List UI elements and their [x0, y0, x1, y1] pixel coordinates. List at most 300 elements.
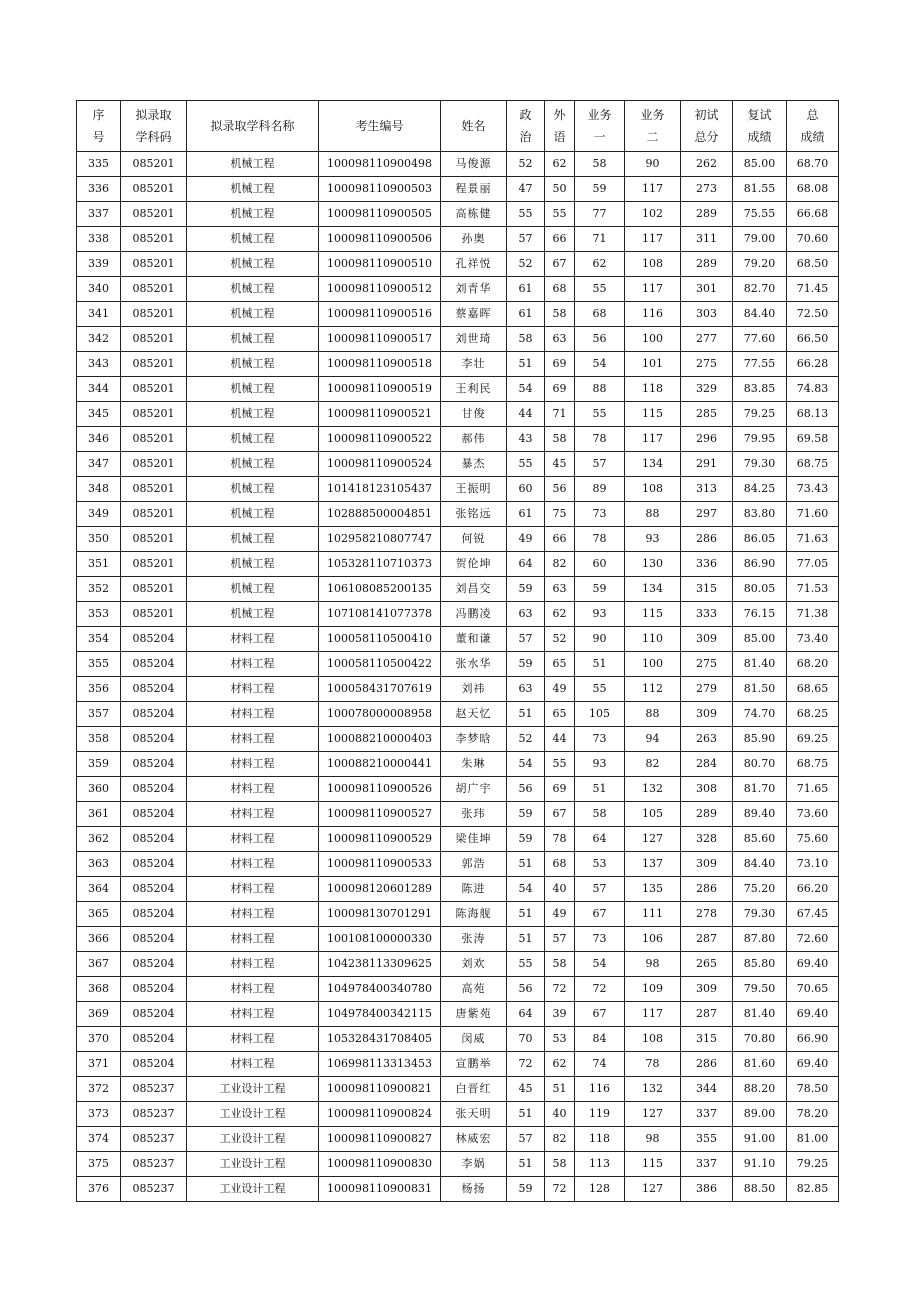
- cell-name: 张水华: [441, 652, 507, 677]
- cell-politics: 51: [507, 352, 545, 377]
- cell-subject-code: 085201: [121, 552, 187, 577]
- cell-candidate-id: 100098110900512: [319, 277, 441, 302]
- cell-subject-code: 085201: [121, 202, 187, 227]
- cell-politics: 54: [507, 877, 545, 902]
- cell-subject-two: 116: [625, 302, 681, 327]
- cell-subject-two: 135: [625, 877, 681, 902]
- cell-name: 高栋健: [441, 202, 507, 227]
- cell-initial-total: 287: [681, 927, 733, 952]
- cell-subject-name: 材料工程: [187, 727, 319, 752]
- cell-total-score: 78.20: [787, 1102, 839, 1127]
- cell-subject-code: 085204: [121, 852, 187, 877]
- cell-seq: 364: [77, 877, 121, 902]
- cell-initial-total: 329: [681, 377, 733, 402]
- cell-total-score: 71.63: [787, 527, 839, 552]
- cell-subject-one: 53: [575, 852, 625, 877]
- cell-retest-score: 86.90: [733, 552, 787, 577]
- cell-politics: 63: [507, 602, 545, 627]
- cell-initial-total: 315: [681, 577, 733, 602]
- cell-initial-total: 265: [681, 952, 733, 977]
- cell-seq: 369: [77, 1002, 121, 1027]
- cell-candidate-id: 106998113313453: [319, 1052, 441, 1077]
- cell-retest-score: 83.80: [733, 502, 787, 527]
- cell-foreign-language: 62: [545, 152, 575, 177]
- cell-initial-total: 263: [681, 727, 733, 752]
- cell-total-score: 68.25: [787, 702, 839, 727]
- cell-retest-score: 70.80: [733, 1027, 787, 1052]
- table-row: [77, 552, 839, 577]
- cell-subject-code: 085204: [121, 827, 187, 852]
- cell-retest-score: 75.20: [733, 877, 787, 902]
- cell-initial-total: 311: [681, 227, 733, 252]
- cell-subject-name: 材料工程: [187, 777, 319, 802]
- cell-subject-code: 085237: [121, 1152, 187, 1177]
- cell-subject-two: 105: [625, 802, 681, 827]
- header-total-score-line: 成绩: [800, 130, 825, 144]
- cell-retest-score: 88.50: [733, 1177, 787, 1202]
- cell-seq: 361: [77, 802, 121, 827]
- cell-retest-score: 77.60: [733, 327, 787, 352]
- cell-name: 刘世琦: [441, 327, 507, 352]
- cell-subject-code: 085204: [121, 777, 187, 802]
- cell-total-score: 72.50: [787, 302, 839, 327]
- cell-name: 何锐: [441, 527, 507, 552]
- cell-seq: 355: [77, 652, 121, 677]
- cell-foreign-language: 50: [545, 177, 575, 202]
- cell-subject-one: 90: [575, 627, 625, 652]
- table-row: [77, 827, 839, 852]
- cell-name: 陈进: [441, 877, 507, 902]
- cell-subject-name: 机械工程: [187, 227, 319, 252]
- cell-name: 郭浩: [441, 852, 507, 877]
- cell-candidate-id: 100098110900519: [319, 377, 441, 402]
- cell-name: 陈海舰: [441, 902, 507, 927]
- cell-subject-code: 085201: [121, 427, 187, 452]
- cell-subject-code: 085237: [121, 1077, 187, 1102]
- cell-politics: 51: [507, 1102, 545, 1127]
- table-row: [77, 577, 839, 602]
- cell-foreign-language: 58: [545, 1152, 575, 1177]
- cell-seq: 357: [77, 702, 121, 727]
- cell-retest-score: 79.95: [733, 427, 787, 452]
- cell-subject-two: 98: [625, 952, 681, 977]
- cell-total-score: 66.90: [787, 1027, 839, 1052]
- cell-total-score: 74.83: [787, 377, 839, 402]
- cell-subject-name: 材料工程: [187, 1052, 319, 1077]
- cell-politics: 64: [507, 552, 545, 577]
- cell-subject-code: 085201: [121, 227, 187, 252]
- cell-subject-name: 机械工程: [187, 577, 319, 602]
- cell-retest-score: 81.50: [733, 677, 787, 702]
- cell-politics: 61: [507, 277, 545, 302]
- cell-subject-two: 134: [625, 452, 681, 477]
- cell-retest-score: 84.25: [733, 477, 787, 502]
- cell-retest-score: 75.55: [733, 202, 787, 227]
- cell-foreign-language: 63: [545, 327, 575, 352]
- cell-total-score: 69.25: [787, 727, 839, 752]
- cell-initial-total: 286: [681, 527, 733, 552]
- cell-subject-two: 134: [625, 577, 681, 602]
- table-row: [77, 427, 839, 452]
- cell-candidate-id: 100098110900821: [319, 1077, 441, 1102]
- cell-retest-score: 91.10: [733, 1152, 787, 1177]
- cell-retest-score: 85.90: [733, 727, 787, 752]
- cell-candidate-id: 100088210000403: [319, 727, 441, 752]
- cell-politics: 45: [507, 1077, 545, 1102]
- cell-subject-two: 94: [625, 727, 681, 752]
- table-row: [77, 452, 839, 477]
- cell-name: 王利民: [441, 377, 507, 402]
- cell-initial-total: 337: [681, 1102, 733, 1127]
- cell-subject-one: 59: [575, 177, 625, 202]
- cell-subject-two: 108: [625, 252, 681, 277]
- cell-retest-score: 85.80: [733, 952, 787, 977]
- cell-candidate-id: 104978400340780: [319, 977, 441, 1002]
- cell-politics: 51: [507, 927, 545, 952]
- cell-foreign-language: 49: [545, 902, 575, 927]
- cell-subject-two: 127: [625, 827, 681, 852]
- cell-politics: 61: [507, 302, 545, 327]
- cell-total-score: 66.50: [787, 327, 839, 352]
- cell-seq: 363: [77, 852, 121, 877]
- cell-total-score: 77.05: [787, 552, 839, 577]
- cell-subject-name: 材料工程: [187, 927, 319, 952]
- admission-score-table: [76, 100, 839, 1202]
- cell-total-score: 66.68: [787, 202, 839, 227]
- header-subject-code-line: 拟录取: [135, 108, 172, 122]
- table-row: [77, 602, 839, 627]
- cell-subject-one: 57: [575, 452, 625, 477]
- cell-seq: 335: [77, 152, 121, 177]
- cell-politics: 59: [507, 652, 545, 677]
- table-row: [77, 877, 839, 902]
- header-candidate-id: [319, 101, 441, 152]
- cell-subject-name: 材料工程: [187, 977, 319, 1002]
- cell-retest-score: 84.40: [733, 302, 787, 327]
- cell-foreign-language: 69: [545, 352, 575, 377]
- cell-name: 杨扬: [441, 1177, 507, 1202]
- cell-initial-total: 275: [681, 352, 733, 377]
- cell-seq: 365: [77, 902, 121, 927]
- cell-name: 冯鹏凌: [441, 602, 507, 627]
- cell-candidate-id: 100098110900510: [319, 252, 441, 277]
- cell-politics: 63: [507, 677, 545, 702]
- cell-subject-code: 085201: [121, 477, 187, 502]
- cell-candidate-id: 107108141077378: [319, 602, 441, 627]
- cell-name: 宣鹏举: [441, 1052, 507, 1077]
- cell-subject-code: 085204: [121, 677, 187, 702]
- cell-name: 孙奥: [441, 227, 507, 252]
- cell-subject-two: 93: [625, 527, 681, 552]
- cell-name: 程景丽: [441, 177, 507, 202]
- cell-total-score: 70.60: [787, 227, 839, 252]
- cell-foreign-language: 71: [545, 402, 575, 427]
- cell-foreign-language: 69: [545, 377, 575, 402]
- cell-total-score: 66.28: [787, 352, 839, 377]
- cell-subject-name: 材料工程: [187, 677, 319, 702]
- header-initial-total-line: 总分: [694, 130, 719, 144]
- cell-candidate-id: 100098120601289: [319, 877, 441, 902]
- cell-candidate-id: 100098110900506: [319, 227, 441, 252]
- cell-candidate-id: 102888500004851: [319, 502, 441, 527]
- cell-subject-name: 机械工程: [187, 152, 319, 177]
- cell-seq: 353: [77, 602, 121, 627]
- table-row: [77, 352, 839, 377]
- header-subject-name-line: 拟录取学科名称: [210, 119, 295, 133]
- cell-name: 郝伟: [441, 427, 507, 452]
- cell-subject-two: 115: [625, 402, 681, 427]
- cell-subject-code: 085204: [121, 727, 187, 752]
- cell-foreign-language: 49: [545, 677, 575, 702]
- cell-subject-one: 55: [575, 277, 625, 302]
- cell-subject-two: 90: [625, 152, 681, 177]
- cell-subject-two: 137: [625, 852, 681, 877]
- cell-subject-code: 085204: [121, 652, 187, 677]
- cell-retest-score: 76.15: [733, 602, 787, 627]
- table-row: [77, 652, 839, 677]
- table-row: [77, 1102, 839, 1127]
- cell-seq: 347: [77, 452, 121, 477]
- cell-initial-total: 279: [681, 677, 733, 702]
- cell-subject-code: 085201: [121, 152, 187, 177]
- cell-name: 刘祎: [441, 677, 507, 702]
- cell-candidate-id: 100058431707619: [319, 677, 441, 702]
- table-row: [77, 227, 839, 252]
- cell-initial-total: 275: [681, 652, 733, 677]
- cell-candidate-id: 102958210807747: [319, 527, 441, 552]
- header-seq-line: 号: [92, 130, 105, 144]
- cell-subject-name: 材料工程: [187, 877, 319, 902]
- cell-retest-score: 80.70: [733, 752, 787, 777]
- cell-total-score: 73.40: [787, 627, 839, 652]
- cell-subject-one: 68: [575, 302, 625, 327]
- cell-name: 张天明: [441, 1102, 507, 1127]
- cell-name: 林威宏: [441, 1127, 507, 1152]
- cell-subject-one: 62: [575, 252, 625, 277]
- cell-subject-one: 56: [575, 327, 625, 352]
- cell-politics: 55: [507, 202, 545, 227]
- cell-initial-total: 309: [681, 977, 733, 1002]
- header-politics-line: 治: [519, 130, 532, 144]
- cell-initial-total: 262: [681, 152, 733, 177]
- cell-initial-total: 278: [681, 902, 733, 927]
- cell-candidate-id: 100098110900831: [319, 1177, 441, 1202]
- cell-subject-code: 085204: [121, 952, 187, 977]
- cell-subject-code: 085237: [121, 1177, 187, 1202]
- cell-seq: 371: [77, 1052, 121, 1077]
- cell-subject-name: 机械工程: [187, 452, 319, 477]
- cell-candidate-id: 100098110900498: [319, 152, 441, 177]
- cell-seq: 342: [77, 327, 121, 352]
- cell-candidate-id: 100098110900522: [319, 427, 441, 452]
- cell-name: 孔祥悦: [441, 252, 507, 277]
- cell-total-score: 68.13: [787, 402, 839, 427]
- cell-subject-name: 机械工程: [187, 502, 319, 527]
- cell-total-score: 71.38: [787, 602, 839, 627]
- cell-foreign-language: 56: [545, 477, 575, 502]
- cell-subject-one: 51: [575, 652, 625, 677]
- cell-seq: 376: [77, 1177, 121, 1202]
- cell-seq: 354: [77, 627, 121, 652]
- cell-seq: 373: [77, 1102, 121, 1127]
- cell-foreign-language: 53: [545, 1027, 575, 1052]
- cell-candidate-id: 100108100000330: [319, 927, 441, 952]
- header-subject-name: [187, 101, 319, 152]
- cell-subject-one: 71: [575, 227, 625, 252]
- header-subject-two: [625, 101, 681, 152]
- table-row: [77, 702, 839, 727]
- cell-subject-one: 54: [575, 952, 625, 977]
- cell-candidate-id: 104978400342115: [319, 1002, 441, 1027]
- cell-subject-one: 67: [575, 902, 625, 927]
- cell-politics: 59: [507, 802, 545, 827]
- cell-initial-total: 286: [681, 877, 733, 902]
- cell-retest-score: 83.85: [733, 377, 787, 402]
- cell-initial-total: 303: [681, 302, 733, 327]
- header-initial-total-line: 初试: [694, 108, 719, 122]
- cell-candidate-id: 100098110900518: [319, 352, 441, 377]
- cell-subject-one: 64: [575, 827, 625, 852]
- cell-candidate-id: 106108085200135: [319, 577, 441, 602]
- cell-foreign-language: 65: [545, 652, 575, 677]
- cell-seq: 356: [77, 677, 121, 702]
- cell-subject-code: 085204: [121, 752, 187, 777]
- cell-seq: 341: [77, 302, 121, 327]
- header-initial-total: [681, 101, 733, 152]
- header-foreign-language-line: 外: [553, 108, 566, 122]
- cell-initial-total: 287: [681, 1002, 733, 1027]
- cell-foreign-language: 72: [545, 1177, 575, 1202]
- cell-candidate-id: 100098110900524: [319, 452, 441, 477]
- cell-subject-code: 085204: [121, 977, 187, 1002]
- cell-candidate-id: 100098130701291: [319, 902, 441, 927]
- cell-subject-two: 82: [625, 752, 681, 777]
- cell-subject-name: 机械工程: [187, 302, 319, 327]
- cell-retest-score: 79.20: [733, 252, 787, 277]
- cell-subject-name: 工业设计工程: [187, 1077, 319, 1102]
- cell-retest-score: 81.60: [733, 1052, 787, 1077]
- cell-politics: 54: [507, 377, 545, 402]
- cell-total-score: 71.65: [787, 777, 839, 802]
- cell-seq: 346: [77, 427, 121, 452]
- cell-initial-total: 313: [681, 477, 733, 502]
- cell-subject-code: 085201: [121, 352, 187, 377]
- table-row: [77, 802, 839, 827]
- cell-subject-two: 111: [625, 902, 681, 927]
- cell-initial-total: 284: [681, 752, 733, 777]
- table-row: [77, 1177, 839, 1202]
- cell-foreign-language: 82: [545, 1127, 575, 1152]
- cell-politics: 51: [507, 702, 545, 727]
- cell-foreign-language: 39: [545, 1002, 575, 1027]
- cell-seq: 362: [77, 827, 121, 852]
- cell-total-score: 68.65: [787, 677, 839, 702]
- header-subject-code-line: 学科码: [135, 130, 172, 144]
- cell-subject-two: 117: [625, 427, 681, 452]
- table-row: [77, 527, 839, 552]
- cell-seq: 337: [77, 202, 121, 227]
- cell-name: 唐紫苑: [441, 1002, 507, 1027]
- cell-name: 白晋红: [441, 1077, 507, 1102]
- cell-subject-code: 085201: [121, 577, 187, 602]
- cell-politics: 57: [507, 627, 545, 652]
- cell-candidate-id: 100098110900521: [319, 402, 441, 427]
- table-row: [77, 752, 839, 777]
- cell-subject-two: 108: [625, 1027, 681, 1052]
- cell-subject-name: 机械工程: [187, 527, 319, 552]
- cell-subject-code: 085204: [121, 1052, 187, 1077]
- table-row: [77, 277, 839, 302]
- cell-total-score: 71.53: [787, 577, 839, 602]
- cell-politics: 70: [507, 1027, 545, 1052]
- cell-total-score: 73.43: [787, 477, 839, 502]
- cell-subject-name: 机械工程: [187, 377, 319, 402]
- cell-name: 胡广宇: [441, 777, 507, 802]
- cell-subject-code: 085201: [121, 527, 187, 552]
- cell-seq: 349: [77, 502, 121, 527]
- cell-subject-one: 128: [575, 1177, 625, 1202]
- cell-candidate-id: 100098110900529: [319, 827, 441, 852]
- cell-foreign-language: 58: [545, 952, 575, 977]
- cell-retest-score: 89.40: [733, 802, 787, 827]
- cell-politics: 54: [507, 752, 545, 777]
- cell-subject-two: 88: [625, 702, 681, 727]
- table-row: [77, 152, 839, 177]
- cell-subject-two: 100: [625, 327, 681, 352]
- cell-subject-two: 130: [625, 552, 681, 577]
- header-seq-line: 序: [92, 108, 105, 122]
- cell-name: 王振明: [441, 477, 507, 502]
- cell-subject-two: 117: [625, 227, 681, 252]
- cell-candidate-id: 100098110900516: [319, 302, 441, 327]
- cell-politics: 60: [507, 477, 545, 502]
- cell-total-score: 68.75: [787, 752, 839, 777]
- cell-initial-total: 277: [681, 327, 733, 352]
- cell-subject-name: 机械工程: [187, 602, 319, 627]
- cell-subject-name: 机械工程: [187, 552, 319, 577]
- cell-subject-code: 085204: [121, 902, 187, 927]
- cell-politics: 51: [507, 902, 545, 927]
- cell-politics: 52: [507, 727, 545, 752]
- cell-subject-name: 工业设计工程: [187, 1102, 319, 1127]
- cell-foreign-language: 40: [545, 1102, 575, 1127]
- cell-retest-score: 87.80: [733, 927, 787, 952]
- cell-seq: 339: [77, 252, 121, 277]
- cell-seq: 340: [77, 277, 121, 302]
- cell-retest-score: 81.55: [733, 177, 787, 202]
- cell-subject-two: 117: [625, 177, 681, 202]
- cell-candidate-id: 100098110900505: [319, 202, 441, 227]
- cell-total-score: 69.58: [787, 427, 839, 452]
- cell-subject-two: 108: [625, 477, 681, 502]
- cell-retest-score: 81.70: [733, 777, 787, 802]
- header-retest-score-line: 成绩: [747, 130, 772, 144]
- cell-retest-score: 79.00: [733, 227, 787, 252]
- cell-total-score: 82.85: [787, 1177, 839, 1202]
- cell-foreign-language: 63: [545, 577, 575, 602]
- table-row: [77, 327, 839, 352]
- cell-name: 梁佳坤: [441, 827, 507, 852]
- cell-candidate-id: 100098110900503: [319, 177, 441, 202]
- table-row: [77, 977, 839, 1002]
- table-row: [77, 952, 839, 977]
- cell-initial-total: 297: [681, 502, 733, 527]
- cell-foreign-language: 66: [545, 227, 575, 252]
- cell-seq: 336: [77, 177, 121, 202]
- cell-politics: 59: [507, 1177, 545, 1202]
- cell-politics: 49: [507, 527, 545, 552]
- cell-name: 刘青华: [441, 277, 507, 302]
